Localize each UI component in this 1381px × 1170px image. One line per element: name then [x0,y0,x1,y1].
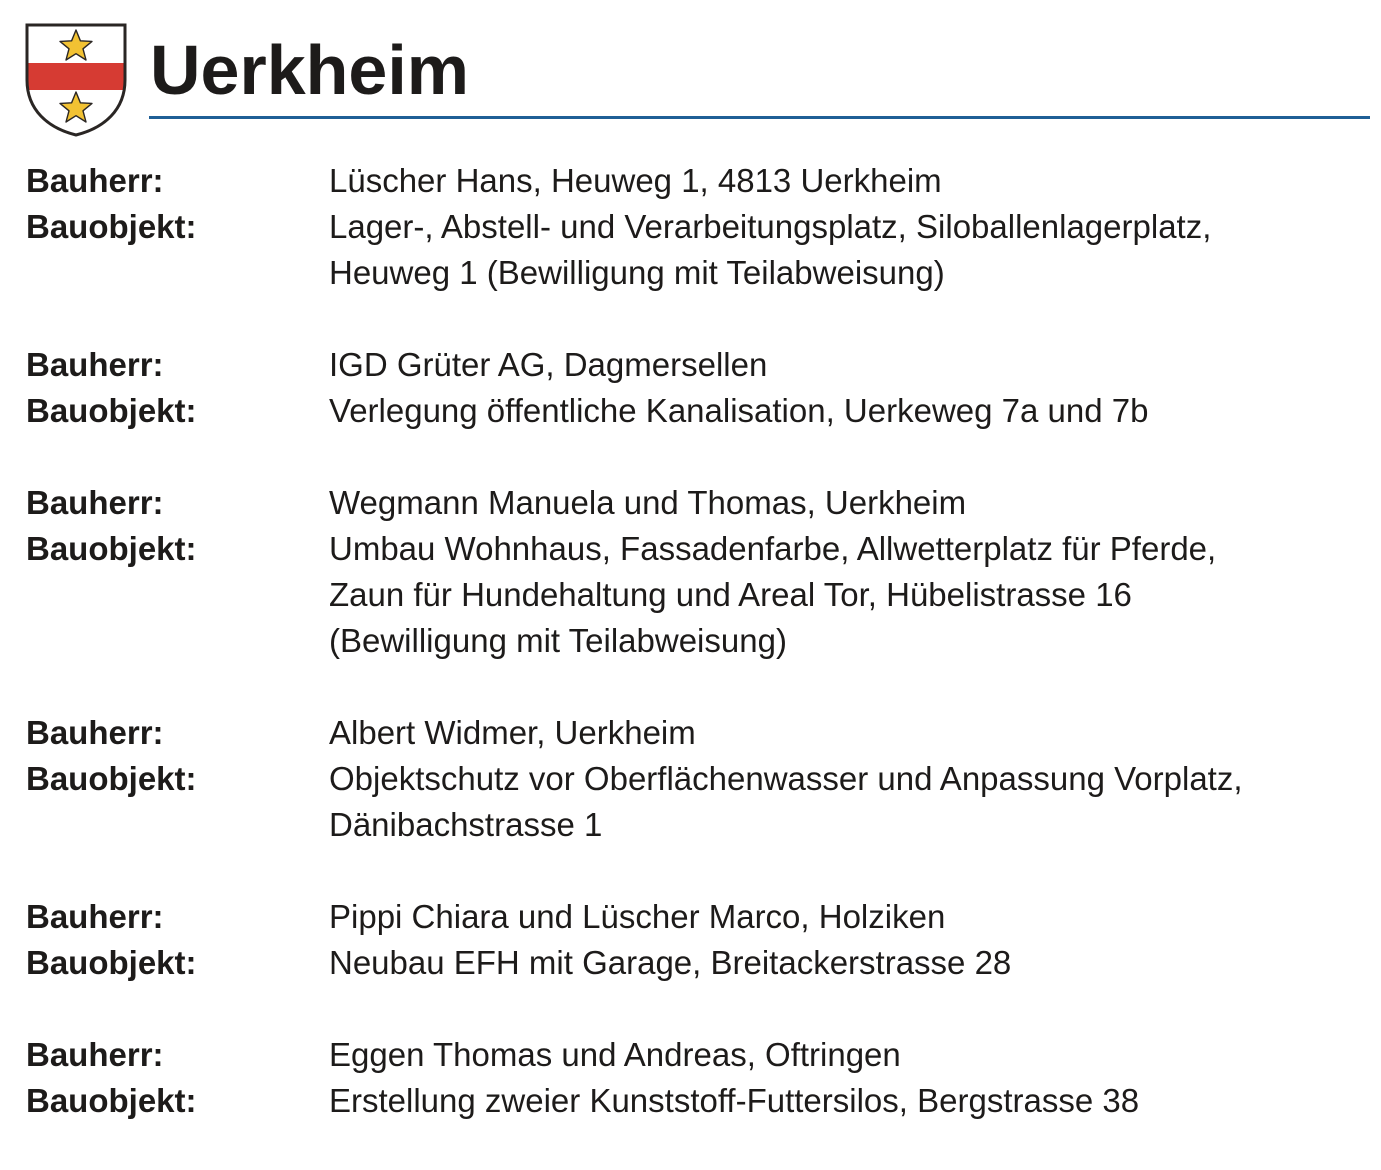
permit-entry [26,480,1366,664]
bauobjekt-value: Verlegung öffentliche Kanalisation, Uerkeweg 7a und 7b [329,392,1149,429]
bauobjekt-label: Bauobjekt: [26,208,197,245]
page-title: Uerkheim [150,31,470,109]
bauobjekt-label: Bauobjekt: [26,760,197,797]
permit-entry [26,894,1366,986]
bauobjekt-label: Bauobjekt: [26,944,197,981]
page-header [24,22,1370,142]
bauherr-row [26,710,1366,756]
bauobjekt-row [26,204,1366,296]
bauherr-row [26,158,1366,204]
bauherr-label: Bauherr: [26,714,164,751]
bauobjekt-row [26,388,1366,434]
permit-entry [26,342,1366,434]
permit-entry [26,1032,1366,1124]
bauobjekt-row [26,1078,1366,1124]
bauobjekt-value: Lager-, Abstell- und Verarbeitungsplatz, Siloballenlagerplatz, Heuweg 1 (Bewilligung mit Teilabweisung) [329,208,1212,291]
bauobjekt-value: Neubau EFH mit Garage, Breitackerstrasse 28 [329,944,1012,981]
bauobjekt-row [26,756,1366,848]
bauobjekt-value: Objektschutz vor Oberflächenwasser und Anpassung Vorplatz, Dänibachstrasse 1 [329,760,1243,843]
bauherr-value: Albert Widmer, Uerkheim [329,714,696,751]
bauherr-label: Bauherr: [26,346,164,383]
bauherr-value: Lüscher Hans, Heuweg 1, 4813 Uerkheim [329,162,942,199]
bauobjekt-row [26,526,1366,664]
bauobjekt-value: Umbau Wohnhaus, Fassadenfarbe, Allwetterplatz für Pferde, Zaun für Hundehaltung und Areal Tor, Hübelistrasse 16 (Bewilligung mit Teilabweisung) [329,530,1217,659]
bauherr-label: Bauherr: [26,484,164,521]
bauherr-row [26,342,1366,388]
bauherr-label: Bauherr: [26,898,164,935]
bauobjekt-value: Erstellung zweier Kunststoff-Futtersilos, Bergstrasse 38 [329,1082,1140,1119]
permit-list [26,158,1366,1170]
bauherr-row [26,1032,1366,1078]
permit-entry [26,710,1366,848]
bauherr-row [26,894,1366,940]
bauobjekt-label: Bauobjekt: [26,530,197,567]
bauherr-value: IGD Grüter AG, Dagmersellen [329,346,768,383]
bauherr-label: Bauherr: [26,162,164,199]
coat-of-arms-icon [24,22,128,138]
bauobjekt-label: Bauobjekt: [26,392,197,429]
bauobjekt-label: Bauobjekt: [26,1082,197,1119]
permit-entry [26,158,1366,296]
bauherr-value: Pippi Chiara und Lüscher Marco, Holziken [329,898,946,935]
bauherr-value: Eggen Thomas und Andreas, Oftringen [329,1036,901,1073]
bauherr-value: Wegmann Manuela und Thomas, Uerkheim [329,484,967,521]
bauobjekt-row [26,940,1366,986]
bauherr-row [26,480,1366,526]
bauherr-label: Bauherr: [26,1036,164,1073]
title-rule [149,116,1370,119]
